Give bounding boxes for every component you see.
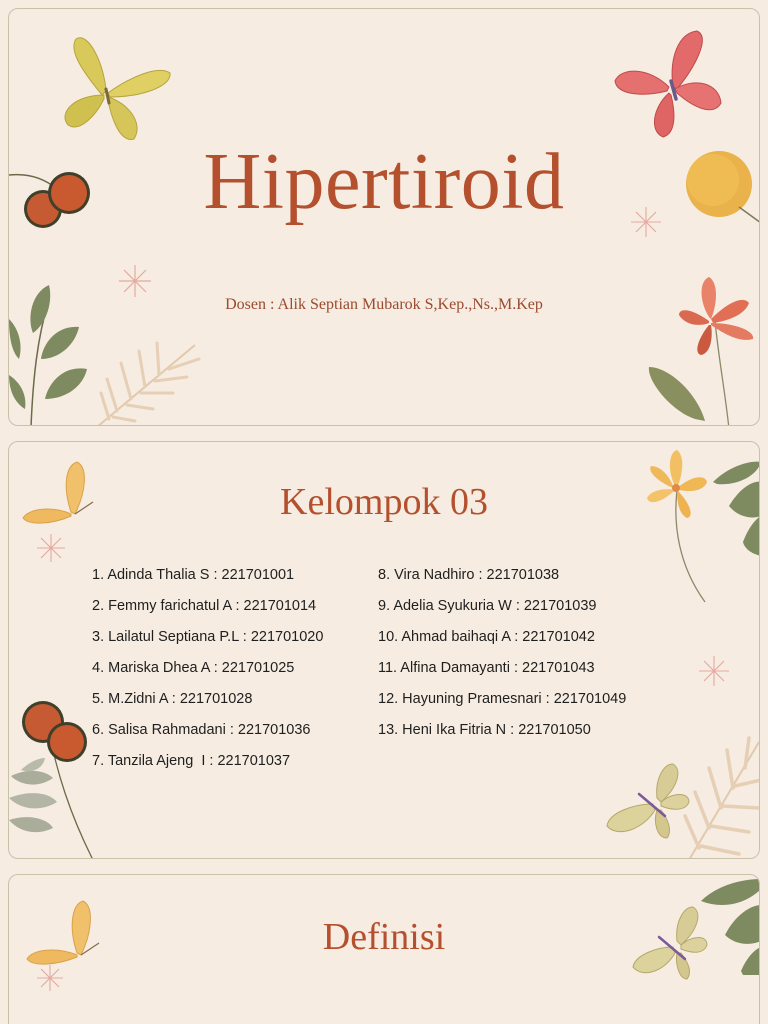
member-item: 7. Tanzila Ajeng I : 221701037 (92, 753, 291, 769)
yellow-flower-icon (633, 446, 760, 606)
member-item: 6. Salisa Rahmadani : 221701036 (92, 722, 311, 738)
sparkle-icon (699, 656, 729, 686)
member-item: 8. Vira Nadhiro : 221701038 (378, 567, 560, 583)
sparkle-icon (37, 534, 65, 562)
beige-butterfly-icon (603, 760, 695, 842)
member-item: 13. Heni Ika Fitria N : 221701050 (378, 722, 591, 738)
yellow-butterfly-icon (54, 33, 174, 148)
sparkle-icon (37, 965, 63, 991)
slide-group-members (8, 441, 760, 859)
presentation-title: Hipertiroid (203, 138, 565, 226)
flower-icon (639, 271, 760, 426)
member-item: 2. Femmy farichatul A : 221701014 (92, 598, 317, 614)
member-item: 4. Mariska Dhea A : 221701025 (92, 660, 295, 676)
definition-title: Definisi (322, 916, 446, 958)
member-item: 3. Lailatul Septiana P.L : 221701020 (92, 629, 324, 645)
red-butterfly-icon (609, 27, 729, 142)
member-item: 10. Ahmad baihaqi A : 221701042 (378, 629, 595, 645)
member-item: 5. M.Zidni A : 221701028 (92, 691, 253, 707)
members-list-right (378, 565, 626, 751)
member-item: 1. Adinda Thalia S : 221701001 (92, 567, 295, 583)
palm-leaf-icon (87, 339, 207, 426)
member-item: 9. Adelia Syukuria W : 221701039 (378, 598, 597, 614)
member-item: 11. Alfina Damayanti : 221701043 (378, 660, 595, 676)
sparkle-icon (119, 265, 151, 297)
slide-title (8, 8, 760, 426)
members-list-left (92, 565, 323, 782)
slide-definition (8, 874, 760, 1024)
berries-leaves-icon (9, 692, 101, 859)
member-item: 12. Hayuning Pramesnari : 221701049 (378, 691, 627, 707)
lecturer-subtitle: Dosen : Alik Septian Mubarok S,Kep.,Ns.,M.Kep (225, 296, 543, 313)
group-title: Kelompok 03 (280, 481, 488, 523)
